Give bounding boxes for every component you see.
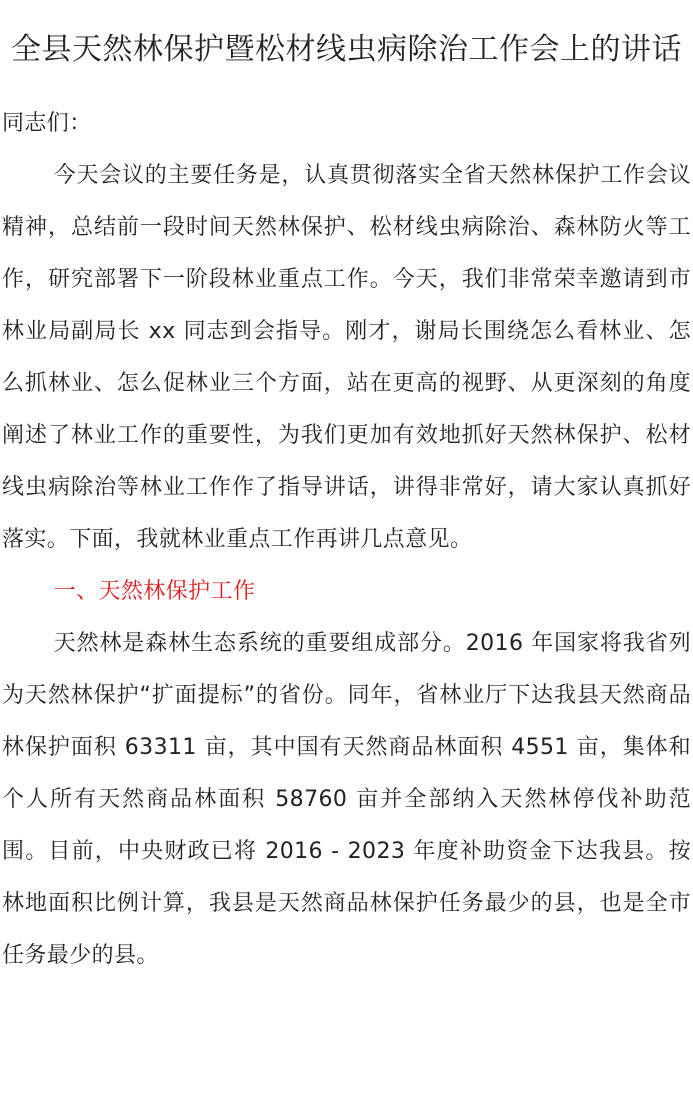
document-body — [2, 98, 691, 982]
intro-paragraph: 今天会议的主要任务是，认真贯彻落实全省天然林保护工作会议精神，总结前一段时间天然林保护、松材线虫病除治、森林防火等工作，研究部署下一阶段林业重点工作。今天，我们非常荣幸邀请到市林业局副局长 xx 同志到会指导。刚才，谢局长围绕怎么看林业、怎么抓林业、怎么促林业三个方面，站在更高的视野、从更深刻的角度阐述了林业工作的重要性，为我们更加有效地抓好天然林保护、松材线虫病除治等林业工作作了指导讲话，讲得非常好，请大家认真抓好落实。下面，我就林业重点工作再讲几点意见。 — [2, 163, 691, 552]
section-heading: 一、天然林保护工作 — [53, 579, 256, 604]
section-paragraph: 天然林是森林生态系统的重要组成部分。2016 年国家将我省列为天然林保护“扩面提标”的省份。同年，省林业厅下达我县天然商品林保护面积 63311 亩，其中国有天然商品林面积 4551 亩，集体和个人所有天然商品林面积 58760 亩并全部纳入天然林停伐补助范围。目前，中央财政已将 2016 - 2023 年度补助资金下达我县。按林地面积比例计算，我县是天然商品林保护任务最少的县，也是全市任务最少的县。 — [2, 631, 691, 968]
salutation: 同志们： — [2, 111, 92, 136]
document-title: 全县天然林保护暨松材线虫病除治工作会上的讲话 — [11, 32, 682, 67]
